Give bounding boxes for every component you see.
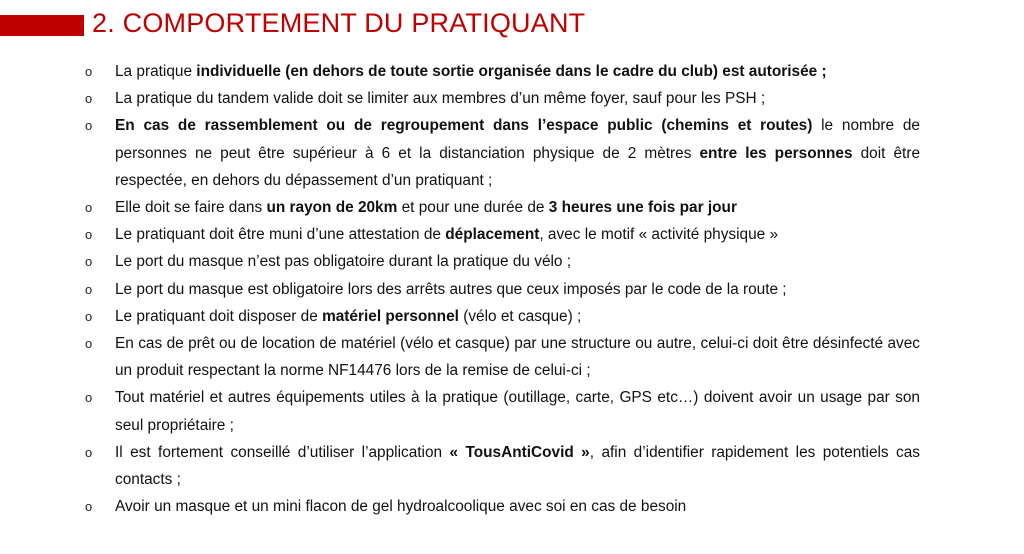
bold-text: 3 heures une fois par jour (548, 199, 737, 217)
bold-text: déplacement (445, 226, 540, 244)
list-item (0, 221, 920, 248)
bullet-icon: o (85, 444, 93, 460)
list-item (0, 248, 920, 275)
list-item (0, 112, 920, 194)
list-item (0, 384, 920, 438)
bold-text: « TousAntiCovid » (449, 443, 590, 461)
text-segment: Il est fortement conseillé d’utiliser l’application (115, 443, 450, 461)
bullet-icon: o (85, 308, 93, 324)
bold-text: entre les personnes (699, 144, 853, 162)
text-segment: , afin d’identifier rapidement les potentiels cas contacts ; (115, 443, 920, 489)
bullet-icon: o (85, 64, 93, 79)
text-segment: , avec le motif « activité physique » (539, 226, 779, 244)
list-item (0, 330, 920, 384)
bullet-icon: o (85, 499, 93, 515)
bullet-icon: o (85, 227, 93, 243)
text-segment: La pratique du tandem valide doit se limiter aux membres d’un même foyer, sauf pour les PSH ; (115, 90, 766, 108)
list-item (0, 194, 920, 221)
text-segment: Le port du masque n’est pas obligatoire durant la pratique du vélo ; (115, 253, 572, 271)
list-item (0, 58, 920, 85)
text-segment: La pratique (115, 63, 197, 80)
bold-text: matériel personnel (322, 307, 459, 325)
text-segment: Le port du masque est obligatoire lors des arrêts autres que ceux imposés par le code de la route ; (115, 280, 787, 298)
section-header (0, 6, 1024, 40)
bullet-icon: o (85, 390, 93, 406)
text-segment: doit être respectée, en dehors du dépassement d’un pratiquant ; (115, 144, 920, 189)
header-accent-bar (0, 15, 84, 36)
list-item (0, 303, 920, 330)
list-item (0, 493, 920, 520)
bullet-icon: o (85, 254, 93, 270)
bold-text: En cas de rassemblement ou de regroupement dans l’espace public (chemins et routes) (115, 117, 813, 135)
list-item (0, 439, 920, 493)
text-segment: et pour une durée de (397, 199, 549, 217)
text-segment: Tout matériel et autres équipements utiles à la pratique (outillage, carte, GPS etc…) doivent avoir un usage par son seul propriétaire ; (115, 389, 920, 434)
bullet-icon: o (85, 281, 93, 297)
bullet-icon: o (85, 91, 93, 107)
bold-text: individuelle (en dehors de toute sortie organisée dans le cadre du club) est autorisée ; (196, 63, 827, 80)
text-segment: Le pratiquant doit disposer de (115, 307, 323, 325)
list-item (0, 85, 920, 112)
text-segment: En cas de prêt ou de location de matériel (vélo et casque) par une structure ou autre, celui-ci doit être désinfecté avec un produit respectant la norme NF14476 lors de la remise de celui-ci ; (115, 335, 920, 380)
text-segment: Le pratiquant doit être muni d’une attestation de (115, 226, 446, 244)
bullet-icon: o (85, 118, 93, 134)
bold-text: un rayon de 20km (266, 199, 398, 217)
text-segment: Avoir un masque et un mini flacon de gel hydroalcoolique avec soi en cas de besoin (115, 498, 687, 516)
text-segment: Elle doit se faire dans (115, 199, 267, 217)
text-segment: (vélo et casque) ; (458, 307, 582, 325)
text-segment: le nombre de personnes ne peut être supérieur à 6 et la distanciation physique de 2 mètres (115, 117, 920, 162)
rules-list (0, 58, 1024, 520)
bullet-icon: o (85, 200, 93, 216)
bullet-icon: o (85, 336, 93, 352)
list-item (0, 276, 920, 303)
section-title: 2. COMPORTEMENT DU PRATIQUANT (92, 8, 586, 38)
